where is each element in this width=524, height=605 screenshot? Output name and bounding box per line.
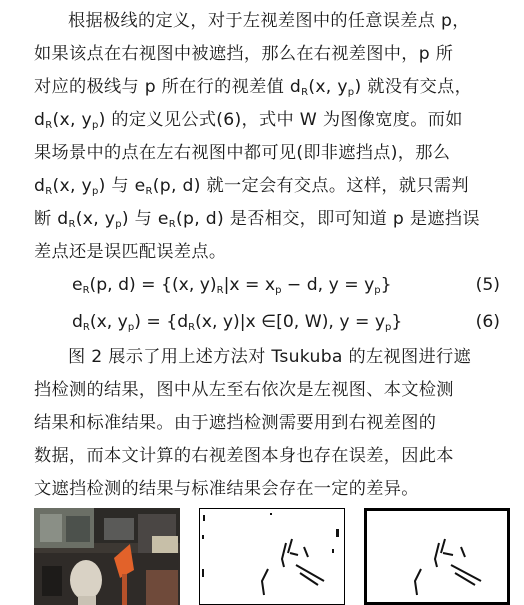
- tsukuba-left-view-image: [34, 508, 180, 605]
- text-line: 挡检测的结果，图中从左至右依次是左视图、本文检测: [34, 380, 454, 400]
- text-line: 果场景中的点在左右视图中都可见(即非遮挡点)，那么: [34, 143, 451, 163]
- equation-5: $e_R(p$, d) = {(x, $y)_R|x = x_p - d$, $y = y_p$}: [72, 275, 392, 296]
- detection-result-image: [199, 508, 345, 605]
- text-line: 根据极线的定义，对于左视差图中的任意误差点 p，: [68, 11, 470, 31]
- text-line: $d_R(x$, $y_p$) 的定义见公式(6)，式中 W 为图像宽度。而如: [34, 110, 463, 131]
- equation-6-number: (6): [475, 312, 500, 332]
- text-line: 数据，而本文计算的右视差图本身也存在误差，因此本: [34, 446, 454, 466]
- ground-truth-image: [364, 508, 510, 605]
- equation-6: $d_R(x$, $y_p) = \{d_R(x$, y)|x ∈[0, W), $y = y_p$}: [72, 312, 403, 333]
- text-line: 差点还是误匹配误差点。: [34, 242, 227, 262]
- text-line: 结果和标准结果。由于遮挡检测需要用到右视差图的: [34, 413, 437, 433]
- text-line: 图 2 展示了用上述方法对 Tsukuba 的左视图进行遮: [68, 347, 471, 367]
- text-line: $d_R(x$, $y_p$) 与 $e_R(p$, d) 就一定会有交点。这样，就只需判: [34, 176, 469, 197]
- text-line: 如果该点在右视图中被遮挡，那么在右视差图中，p 所: [34, 44, 454, 64]
- text-line: 文遮挡检测的结果与标准结果会存在一定的差异。: [34, 479, 419, 499]
- equation-5-number: (5): [475, 275, 500, 295]
- text-line: 对应的极线与 p 所在行的视差值 $d_R(x$, $y_p$) 就没有交点，: [34, 77, 473, 98]
- text-line: 断 $d_R(x$, $y_p$) 与 $e_R(p$, d) 是否相交，即可知道 p 是遮挡误: [34, 209, 480, 230]
